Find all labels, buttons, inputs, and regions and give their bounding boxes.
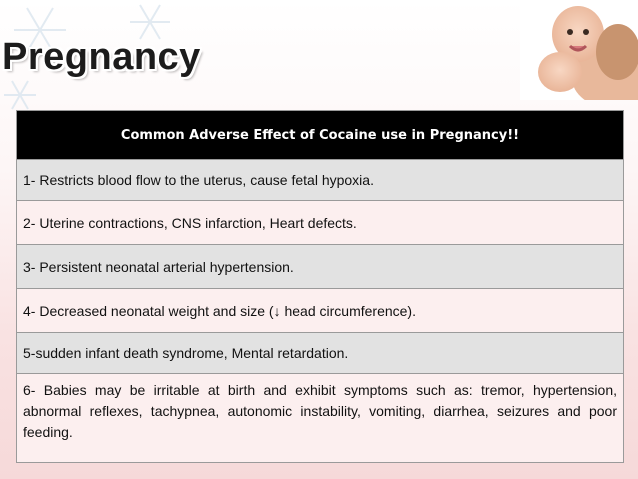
effect-item-4: 4- Decreased neonatal weight and size (↓ head circumference). bbox=[17, 289, 624, 333]
table-row bbox=[17, 245, 624, 289]
effect-item-2: 2- Uterine contractions, CNS infarction, Heart defects. bbox=[17, 201, 624, 245]
adverse-effects-table bbox=[16, 110, 624, 463]
table-row bbox=[17, 201, 624, 245]
table-row bbox=[17, 289, 624, 333]
slide-title: Pregnancy bbox=[2, 36, 201, 78]
table-row bbox=[17, 333, 624, 374]
table-header-row bbox=[17, 111, 624, 160]
effect-item-6: 6- Babies may be irritable at birth and exhibit symptoms such as: tremor, hypertension, abnormal reflexes, tachypnea, autonomic instability, vomiting, diarrhea, seizures and poor feeding. bbox=[17, 374, 624, 463]
effect-item-3: 3- Persistent neonatal arterial hypertension. bbox=[17, 245, 624, 289]
effect-item-5: 5-sudden infant death syndrome, Mental retardation. bbox=[17, 333, 624, 374]
table-row bbox=[17, 374, 624, 463]
table-header: Common Adverse Effect of Cocaine use in Pregnancy!! bbox=[17, 111, 624, 160]
baby-photo bbox=[520, 0, 638, 100]
effect-item-1: 1- Restricts blood flow to the uterus, cause fetal hypoxia. bbox=[17, 160, 624, 201]
table-row bbox=[17, 160, 624, 201]
